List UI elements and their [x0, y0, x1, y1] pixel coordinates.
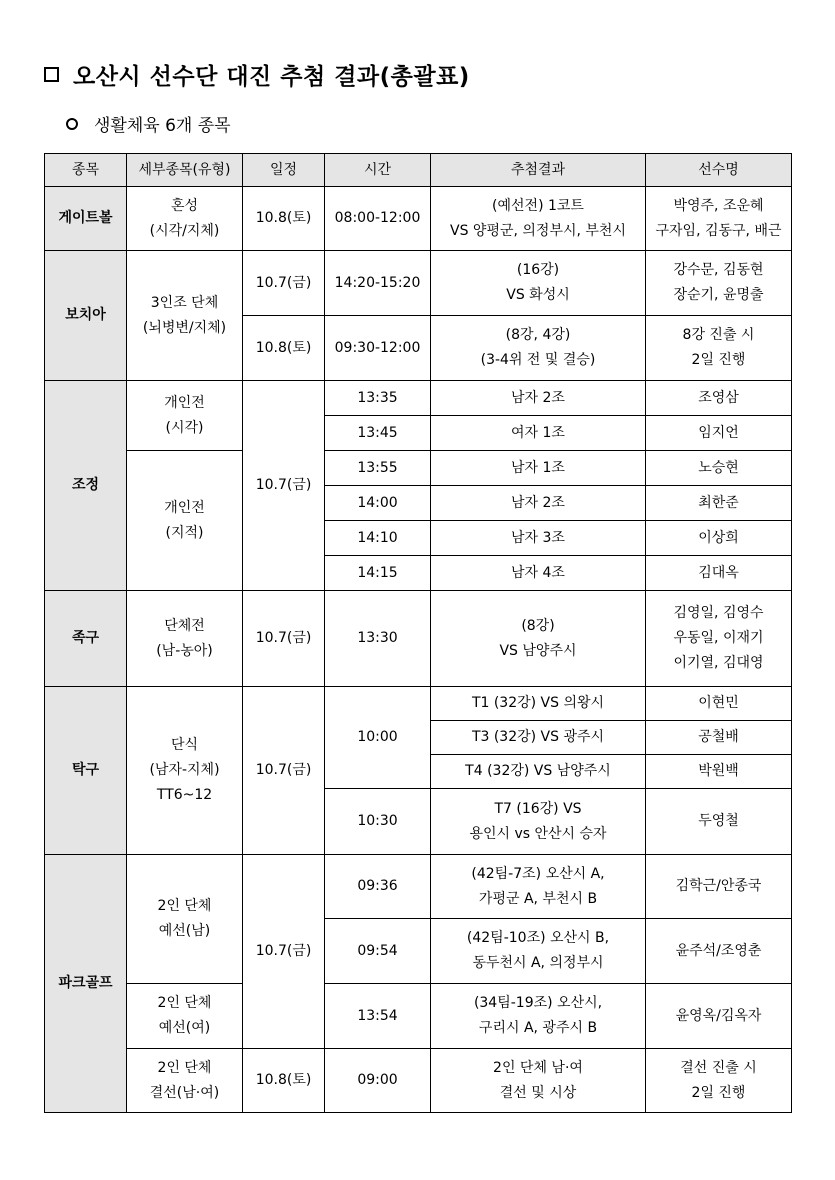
sub-event-line: (시각/지체): [149, 222, 220, 239]
sub-event-line: 개인전: [164, 499, 205, 516]
result-cell: 남자 2조: [431, 381, 646, 416]
players-cell: 이현민: [646, 687, 792, 721]
sub-event-line: 단식: [170, 737, 199, 753]
sub-event-cell: [127, 187, 243, 251]
players-cell: 조영삼: [646, 381, 792, 416]
sub-event-cell: [127, 984, 243, 1049]
result-line: (34팀-19조) 오산시,: [473, 995, 603, 1011]
players-cell: [646, 591, 792, 687]
result-cell: [431, 187, 646, 251]
players-line: 장순기, 윤명출: [673, 287, 764, 303]
result-cell: [431, 316, 646, 381]
time-cell: 14:20-15:20: [325, 251, 431, 316]
sub-event-line: 2인 단체: [157, 1059, 212, 1076]
players-line: 결선 진출 시: [680, 1059, 757, 1076]
sub-event-cell: [127, 1049, 243, 1113]
result-line: T7 (16강) VS: [494, 800, 582, 817]
result-cell: 남자 1조: [431, 451, 646, 486]
players-cell: 김대옥: [646, 556, 792, 591]
players-cell: 이상희: [646, 521, 792, 556]
page-title-text: 오산시 선수단 대진 추첨 결과(총괄표): [73, 64, 470, 90]
time-cell: 13:30: [325, 591, 431, 687]
time-cell: 13:54: [325, 984, 431, 1049]
time-cell: 09:36: [325, 855, 431, 919]
result-cell: [431, 984, 646, 1049]
result-line: 가평군 A, 부천시 B: [478, 890, 598, 907]
players-cell: [646, 1049, 792, 1113]
result-cell: [431, 919, 646, 984]
time-cell: 09:00: [325, 1049, 431, 1113]
header-time: 시간: [325, 154, 431, 187]
sub-event-cell: [127, 591, 243, 687]
result-cell: [431, 1049, 646, 1113]
time-cell: 13:35: [325, 381, 431, 416]
event-tabletennis: 탁구: [45, 687, 127, 855]
result-line: 구리시 A, 광주시 B: [478, 1020, 598, 1036]
sub-event-line: 3인조 단체: [150, 294, 219, 311]
event-boccia: 보치아: [45, 251, 127, 381]
players-cell: 김학근/안종국: [646, 855, 792, 919]
table-row: [45, 984, 792, 1049]
date-cell: 10.7(금): [243, 381, 325, 591]
circle-bullet-icon: [66, 118, 78, 130]
event-gateball: 게이트볼: [45, 187, 127, 251]
result-line: (예선전) 1코트: [492, 197, 584, 214]
result-line: (16강): [516, 262, 560, 278]
sub-event-line: 개인전: [164, 394, 205, 411]
time-cell: 09:30-12:00: [325, 316, 431, 381]
sub-event-line: (지적): [165, 524, 204, 541]
time-cell: 09:54: [325, 919, 431, 984]
sub-event-line: 예선(여): [158, 1020, 211, 1036]
table-row: [45, 187, 792, 251]
date-cell: 10.7(금): [243, 251, 325, 316]
event-footvolley: 족구: [45, 591, 127, 687]
players-line: 박영주, 조운혜: [673, 197, 764, 214]
result-line: (3-4위 전 및 결승): [480, 352, 596, 368]
result-cell: T1 (32강) VS 의왕시: [431, 687, 646, 721]
result-cell: [431, 789, 646, 855]
players-line: 강수문, 김동현: [673, 262, 764, 278]
date-cell: 10.8(토): [243, 316, 325, 381]
players-cell: 윤주석/조영춘: [646, 919, 792, 984]
result-line: 결선 및 시상: [499, 1084, 577, 1101]
players-cell: [646, 251, 792, 316]
date-cell: 10.8(토): [243, 1049, 325, 1113]
checkbox-square-icon: [44, 67, 59, 82]
result-line: VS 양평군, 의정부시, 부천시: [450, 222, 626, 239]
time-cell: 14:15: [325, 556, 431, 591]
result-line: (8강, 4강): [505, 327, 571, 343]
table-row: [45, 251, 792, 316]
time-cell: 14:00: [325, 486, 431, 521]
result-line: (42팀-7조) 오산시 A,: [471, 865, 605, 882]
sub-event-line: 예선(남): [158, 923, 211, 939]
players-line: 우동일, 이재기: [673, 630, 764, 646]
players-line: 2일 진행: [691, 1084, 746, 1101]
result-line: 동두천시 A, 의정부시: [472, 955, 604, 971]
page-title: [44, 58, 470, 91]
time-cell: 10:30: [325, 789, 431, 855]
result-line: VS 남양주시: [499, 642, 577, 659]
section-subtitle-text: 생활체육 6개 종목: [94, 116, 231, 136]
date-cell: 10.7(금): [243, 687, 325, 855]
sub-event-line: 단체전: [164, 617, 205, 634]
sub-event-line: (남-농아): [156, 642, 213, 659]
result-cell: [431, 855, 646, 919]
players-line: 2일 진행: [691, 352, 746, 368]
date-cell: 10.8(토): [243, 187, 325, 251]
table-header-row: [45, 154, 792, 187]
result-line: 용인시 vs 안산시 승자: [469, 825, 607, 842]
schedule-table: [44, 153, 792, 1113]
players-cell: 윤영옥/김옥자: [646, 984, 792, 1049]
sub-event-cell: [127, 251, 243, 381]
sub-event-line: (뇌병변/지체): [142, 319, 227, 336]
sub-event-line: (남자-지체): [149, 762, 220, 778]
sub-event-cell: [127, 451, 243, 591]
result-cell: T4 (32강) VS 남양주시: [431, 755, 646, 789]
section-subtitle: [66, 111, 231, 136]
header-players: 선수명: [646, 154, 792, 187]
players-cell: [646, 187, 792, 251]
table-row: [45, 1049, 792, 1113]
players-line: 김영일, 김영수: [673, 605, 764, 621]
header-event: 종목: [45, 154, 127, 187]
date-cell: 10.7(금): [243, 591, 325, 687]
players-cell: 박원백: [646, 755, 792, 789]
table-row: [45, 381, 792, 416]
result-cell: T3 (32강) VS 광주시: [431, 721, 646, 755]
players-cell: 두영철: [646, 789, 792, 855]
header-date: 일정: [243, 154, 325, 187]
date-cell: 10.7(금): [243, 855, 325, 1049]
time-cell: 13:55: [325, 451, 431, 486]
result-cell: 남자 4조: [431, 556, 646, 591]
table-row: [45, 855, 792, 919]
result-line: 2인 단체 남·여: [493, 1059, 583, 1076]
header-sub-event: 세부종목(유형): [127, 154, 243, 187]
sub-event-cell: [127, 381, 243, 451]
players-line: 이기열, 김대영: [673, 655, 764, 671]
time-cell: 14:10: [325, 521, 431, 556]
result-cell: 남자 2조: [431, 486, 646, 521]
time-cell: 10:00: [325, 687, 431, 789]
result-cell: 여자 1조: [431, 416, 646, 451]
time-cell: 13:45: [325, 416, 431, 451]
table-row: [45, 451, 792, 486]
sub-event-cell: [127, 687, 243, 855]
players-line: 구자임, 김동구, 배근: [655, 222, 782, 239]
players-cell: [646, 316, 792, 381]
table-row: [45, 687, 792, 721]
event-parkgolf: 파크골프: [45, 855, 127, 1113]
players-cell: 공철배: [646, 721, 792, 755]
players-cell: 최한준: [646, 486, 792, 521]
event-rowing: 조정: [45, 381, 127, 591]
result-cell: [431, 251, 646, 316]
header-result: 추첨결과: [431, 154, 646, 187]
players-line: 8강 진출 시: [682, 327, 755, 343]
result-cell: [431, 591, 646, 687]
sub-event-line: (시각): [165, 419, 204, 436]
sub-event-line: 결선(남·여): [149, 1084, 220, 1101]
sub-event-line: 2인 단체: [157, 898, 212, 914]
players-cell: 임지언: [646, 416, 792, 451]
sub-event-line: TT6~12: [156, 787, 213, 803]
sub-event-line: 2인 단체: [157, 995, 212, 1011]
time-cell: 08:00-12:00: [325, 187, 431, 251]
result-cell: 남자 3조: [431, 521, 646, 556]
table-row: [45, 591, 792, 687]
result-line: (42팀-10조) 오산시 B,: [466, 930, 610, 946]
players-cell: 노승현: [646, 451, 792, 486]
result-line: VS 화성시: [506, 287, 570, 303]
sub-event-line: 혼성: [170, 197, 199, 214]
result-line: (8강): [521, 617, 555, 634]
sub-event-cell: [127, 855, 243, 984]
